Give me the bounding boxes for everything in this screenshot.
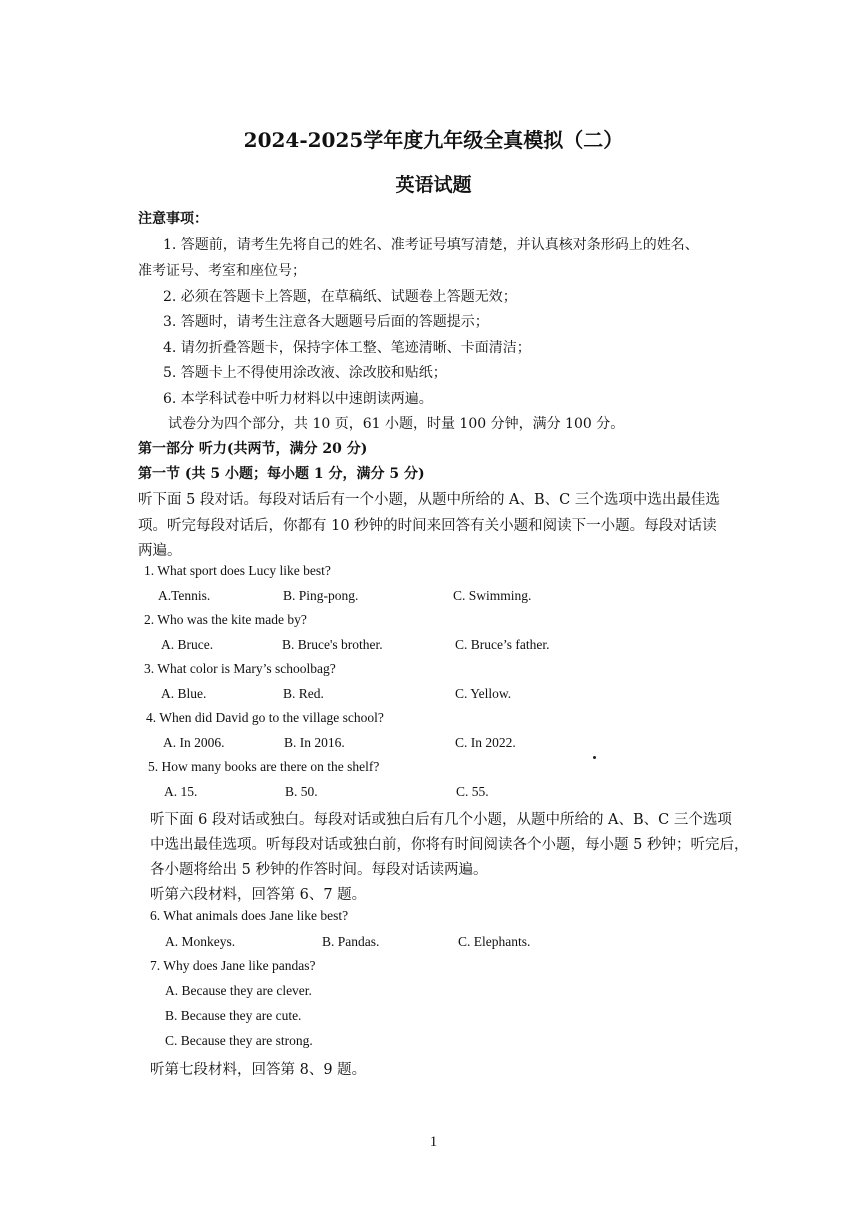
instruction-2-line-3: 各小题将给出 5 秒钟的作答时间。每段对话读两遍。 [150, 862, 488, 878]
question-1-option-a: A.Tennis. [158, 588, 211, 603]
instruction-1-line-2: 项。听完每段对话后，你都有 10 秒钟的时间来回答有关小题和阅读下一小题。每段对话读 [138, 518, 717, 534]
question-7-option-a: A. Because they are clever. [165, 983, 312, 998]
instruction-1-line-1: 听下面 5 段对话。每段对话后有一个小题，从题中所给的 A、B、C 三个选项中选出最佳选 [138, 492, 720, 508]
question-6-option-c: C. Elephants. [458, 934, 531, 949]
notice-item-4: 4. 请勿折叠答题卡，保持字体工整、笔迹清晰、卡面清洁； [163, 340, 531, 356]
page-number: 1 [429, 1134, 438, 1150]
question-1-option-b: B. Ping-pong. [283, 588, 359, 603]
question-4: 4. When did David go to the village school? [146, 710, 384, 725]
notice-item-2: 2. 必须在答题卡上答题，在草稿纸、试题卷上答题无效； [163, 289, 517, 305]
notice-heading: 注意事项： [138, 211, 208, 227]
exam-title: 2024-2025学年度九年级全真模拟（二） [243, 128, 624, 152]
instruction-1-line-3: 两遍。 [138, 543, 182, 559]
question-5-option-a: A. 15. [164, 784, 198, 799]
question-3-option-a: A. Blue. [161, 686, 207, 701]
question-7-option-b: B. Because they are cute. [165, 1008, 302, 1023]
question-4-option-a: A. In 2006. [163, 735, 225, 750]
question-2-option-b: B. Bruce's brother. [282, 637, 383, 652]
question-3: 3. What color is Mary’s schoolbag? [144, 661, 336, 676]
question-6: 6. What animals does Jane like best? [150, 908, 349, 923]
question-2-option-c: C. Bruce’s father. [455, 637, 550, 652]
notice-item-1: 1. 答题前，请考生先将自己的姓名、准考证号填写清楚，并认真核对条形码上的姓名、 [163, 237, 699, 253]
question-5-option-c: C. 55. [456, 784, 489, 799]
stray-mark [593, 756, 596, 759]
section1-heading: 第一节 (共 5 小题；每小题 1 分，满分 5 分) [138, 466, 425, 482]
question-4-option-c: C. In 2022. [455, 735, 516, 750]
question-4-option-b: B. In 2016. [284, 735, 345, 750]
question-3-option-c: C. Yellow. [455, 686, 512, 701]
instruction-2-line-1: 听下面 6 段对话或独白。每段对话或独白后有几个小题，从题中所给的 A、B、C 三个选项 [150, 812, 732, 828]
question-6-option-a: A. Monkeys. [165, 934, 236, 949]
question-2-option-a: A. Bruce. [161, 637, 214, 652]
notice-item-1-cont: 准考证号、考室和座位号； [138, 263, 306, 279]
material-7-instruction: 听第七段材料，回答第 8、9 题。 [150, 1062, 367, 1078]
question-1: 1. What sport does Lucy like best? [144, 563, 331, 578]
part1-heading: 第一部分 听力(共两节，满分 20 分) [138, 441, 368, 457]
material-6-instruction: 听第六段材料，回答第 6、7 题。 [150, 887, 367, 903]
notice-item-3: 3. 答题时，请考生注意各大题题号后面的答题提示； [163, 314, 489, 330]
question-7-option-c: C. Because they are strong. [165, 1033, 313, 1048]
question-3-option-b: B. Red. [283, 686, 324, 701]
question-6-option-b: B. Pandas. [322, 934, 380, 949]
exam-summary: 试卷分为四个部分，共 10 页，61 小题，时量 100 分钟，满分 100 分。 [168, 416, 625, 432]
question-5: 5. How many books are there on the shelf? [148, 759, 380, 774]
instruction-2-line-2: 中选出最佳选项。听每段对话或独白前，你将有时间阅读各个小题，每小题 5 秒钟；听完后， [150, 837, 749, 853]
question-1-option-c: C. Swimming. [453, 588, 532, 603]
question-5-option-b: B. 50. [285, 784, 318, 799]
notice-item-5: 5. 答题卡上不得使用涂改液、涂改胶和贴纸； [163, 365, 447, 381]
notice-item-6: 6. 本学科试卷中听力材料以中速朗读两遍。 [163, 391, 433, 407]
exam-subtitle: 英语试题 [395, 174, 472, 196]
question-7: 7. Why does Jane like pandas? [150, 958, 316, 973]
question-2: 2. Who was the kite made by? [144, 612, 307, 627]
